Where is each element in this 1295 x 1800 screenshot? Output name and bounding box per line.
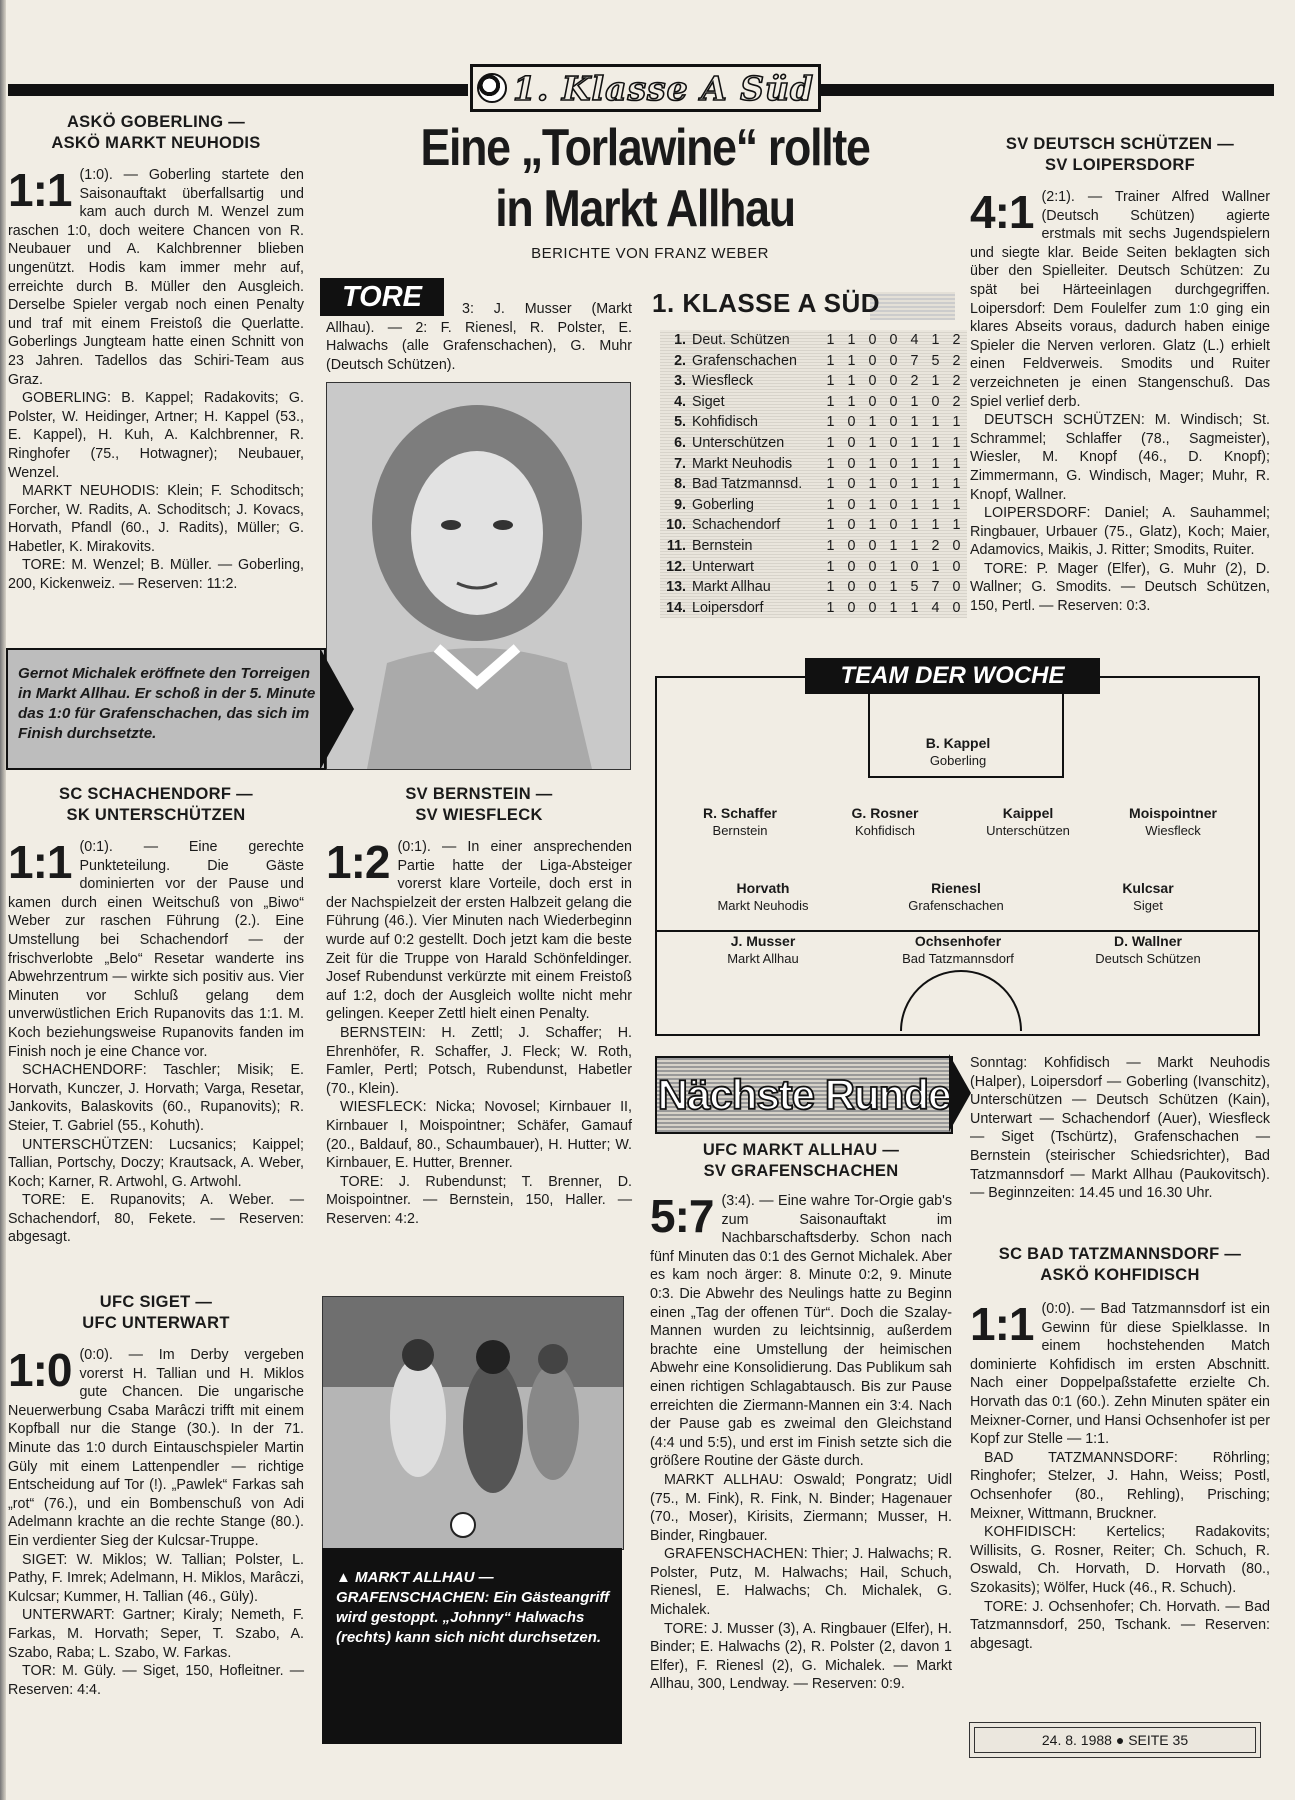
stat-cell: 1 <box>910 517 919 534</box>
stat-cell: 1 <box>889 558 898 575</box>
stat-cell: 0 <box>889 476 898 493</box>
score: 1:1 <box>8 836 72 888</box>
stat-cell: 1 <box>826 393 835 410</box>
rank-cell: 1. <box>674 332 686 348</box>
goals-box <box>326 300 632 374</box>
stat-cell: 1 <box>910 393 919 410</box>
stat-cell: 5 <box>931 352 940 369</box>
score: 1:1 <box>8 164 72 216</box>
rank-cell: 13. <box>666 579 686 596</box>
stat-cell: 1 <box>931 517 940 534</box>
stat-cell: 1 <box>826 599 835 616</box>
stat-cell: 1 <box>910 414 919 431</box>
stat-cell: 1 <box>931 414 940 431</box>
section-header-text: 1. Klasse A Süd <box>512 68 815 108</box>
stat-cell: 1 <box>952 434 961 451</box>
stat-cell: 0 <box>889 352 898 369</box>
stat-cell: 0 <box>889 393 898 410</box>
byline: BERICHTE VON FRANZ WEBER <box>531 245 769 262</box>
stat-cell: 0 <box>952 579 961 596</box>
stat-cell: 0 <box>847 558 856 575</box>
stat-cell: 1 <box>868 476 877 493</box>
header-rule-left <box>8 84 468 96</box>
standings-row <box>660 577 967 598</box>
stat-cell: 2 <box>952 352 961 369</box>
player-slot: Rienesl Grafenschachen <box>908 880 1004 913</box>
rank-cell: 4. <box>674 393 686 410</box>
lineup-away: UNTERWART: Gartner; Kiraly; Nemeth, F. Farkas, M. Horvath; Seper, T. Szabo, A. Szabo, Raba; L. Szabo, W. Farkas. <box>8 1607 304 1661</box>
article-body: (0:0). — Im Derby vergeben vorerst H. Tallian und H. Miklos gute Chancen. Die ungarische Neuerwerbung Csaba Marâczi trifft mit einem Kopfball nur die Stange (30.). In der 71. Minute das 1:0 durch Eintauschspieler Martin Güly mit einem Lattenpendler — richtige Entscheidung auf Tor (!). „Pawlek“ Farkas sah „rot“ (76.), und ein Bombenschuß von Adi Adelmann krachte an die rechte Stange (80.). Ein verdienter Sieg der Kulcsar-Truppe. <box>8 1347 304 1549</box>
stat-cell: 1 <box>889 599 898 616</box>
article-body: (2:1). — Trainer Alfred Wallner (Deutsch Schützen) agierte erstmals mit sechs Jugendspielern und siegte klar. Beide Seiten beklagten sich über den Spielleiter. Deutsch Schützen: Zu spät bei Härteeinlagen durchgegriffen. Loipersdorf: Dem Foulelfer zum 1:0 ging ein klares Abseits voraus, dadurch haben einige Spieler die Nerven verloren. Glatz (L.) erhielt einen Feldverweis. Smodits und Ruiter verzeichneten je einen Stangenschuß. Das Spiel verlief derb. <box>970 189 1270 410</box>
stat-cell: 1 <box>952 455 961 472</box>
stat-cell: 1 <box>868 434 877 451</box>
standings-row <box>660 474 967 495</box>
halfway-line <box>655 930 1260 932</box>
article-title: UFC MARKT ALLHAU — SV GRAFENSCHACHEN <box>702 1141 900 1180</box>
stat-cell: 0 <box>952 599 961 616</box>
rank-cell: 9. <box>674 496 686 513</box>
stat-cell: 1 <box>910 455 919 472</box>
standings-row <box>660 495 967 516</box>
standings-row <box>660 412 967 433</box>
score: 1:1 <box>970 1298 1034 1350</box>
player-slot: Kulcsar Siget <box>1122 880 1174 913</box>
stat-cell: 0 <box>847 517 856 534</box>
stat-cell: 0 <box>868 373 877 390</box>
lineup-home: SIGET: W. Miklos; W. Tallian; Polster, L. Pathy, F. Imrek; Adelmann, H. Miklos, Marâczi, Kulcsar; Kummer, H. Tallian (46., Güly). <box>8 1551 304 1605</box>
goals: TORE: J. Musser (3), A. Ringbauer (Elfer), H. Binder; E. Halwachs (2), R. Polster (2, davon 1 Elfer), F. Rienesl (2), G. Michalek. — Markt Allhau, 300, Lendway. — Reserven: 0:9. <box>650 1620 952 1693</box>
goals: TORE: J. Rubendunst; T. Brenner, D. Moispointner. — Bernstein, 150, Haller. — Reserven: 4:2. <box>326 1173 632 1227</box>
rank-cell: 3. <box>674 373 686 390</box>
team-cell: Markt Neuhodis <box>692 455 793 472</box>
caption-arrow-icon <box>320 648 354 770</box>
article-title: SC SCHACHENDORF — SK UNTERSCHÜTZEN <box>59 785 253 824</box>
article-bernstein <box>326 784 632 1228</box>
stat-cell: 0 <box>868 537 877 554</box>
stat-cell: 1 <box>826 476 835 493</box>
stat-cell: 0 <box>889 496 898 513</box>
next-round-text: Sonntag: Kohfidisch — Markt Neuhodis (Halper), Loipersdorf — Goberling (Ivanschitz), Unterschützen — Deutsch Schützen (Kain), Unterwart — Schachendorf (Auer), Wiesfleck — Siget (Tschürtz), Grafenschachen — Bernstein (steirischer Schiedsrichter), Bad Tatzmannsdorf — Markt Allhau (Paukovitsch). — Beginnzeiten: 14.45 und 16.30 Uhr. <box>970 1055 1270 1202</box>
page-footer <box>969 1722 1261 1758</box>
standings-row <box>660 454 967 475</box>
stat-cell: 1 <box>889 579 898 596</box>
article-tatzmannsdorf <box>970 1244 1270 1653</box>
goals: TORE: E. Rupanovits; A. Weber. — Schachendorf, 80, Fekete. — Reserven: abgesagt. <box>8 1192 304 1246</box>
action-caption: ▲ MARKT ALLHAU — GRAFENSCHACHEN: Ein Gästeangriff wird gestoppt. „Johnny“ Halwachs (rechts) kann sich nicht durchsetzen. <box>336 1569 610 1646</box>
standings-row <box>660 351 967 372</box>
stat-cell: 1 <box>931 332 940 348</box>
article-title: SC BAD TATZMANNSDORF — ASKÖ KOHFIDISCH <box>998 1245 1242 1284</box>
stat-cell: 0 <box>952 558 961 575</box>
stat-cell: 1 <box>826 496 835 513</box>
rank-cell: 8. <box>674 476 686 493</box>
stat-cell: 1 <box>826 373 835 390</box>
lineup-home: BERNSTEIN: H. Zettl; J. Schaffer; H. Ehrenhöfer, R. Schaffer, J. Fleck; W. Roth, Famler, Pertl; Potsch, Rubendunst, Habetler (70., Klein). <box>326 1024 632 1097</box>
date-page-number: 24. 8. 1988 ● SEITE 35 <box>974 1727 1256 1753</box>
stat-cell: 0 <box>847 455 856 472</box>
stat-cell: 5 <box>910 579 919 596</box>
standings-table <box>660 330 967 618</box>
rank-cell: 12. <box>666 558 686 575</box>
rank-cell: 7. <box>674 455 686 472</box>
stat-cell: 1 <box>826 579 835 596</box>
section-header <box>470 64 821 112</box>
stat-cell: 2 <box>952 332 961 348</box>
stat-cell: 1 <box>868 496 877 513</box>
photo-caption: Gernot Michalek eröffnete den Torreigen in Markt Allhau. Er schoß in der 5. Minute das 1:0 für Grafenschachen, das sich im Finish durchsetzte. <box>18 665 316 742</box>
stat-cell: 0 <box>847 579 856 596</box>
goals: TORE: M. Wenzel; B. Müller. — Goberling, 200, Kickenweiz. — Reserven: 11:2. <box>8 557 304 593</box>
stat-cell: 0 <box>889 455 898 472</box>
stat-cell: 4 <box>910 332 919 348</box>
article-title: SV DEUTSCH SCHÜTZEN — SV LOIPERSDORF <box>1005 135 1235 174</box>
goals: TORE: J. Ochsenhofer; Ch. Horvath. — Bad Tatzmannsdorf, 250, Tschank. — Reserven: abgesagt. <box>970 1598 1270 1652</box>
article-title: ASKÖ GOBERLING — ASKÖ MARKT NEUHODIS <box>51 113 261 152</box>
player-slot: Horvath Markt Neuhodis <box>717 880 809 913</box>
stat-cell: 1 <box>952 496 961 513</box>
goals-label: TORE <box>320 278 444 316</box>
stat-cell: 0 <box>868 332 877 348</box>
stat-cell: 7 <box>910 352 919 369</box>
stat-cell: 0 <box>847 414 856 431</box>
stat-cell: 1 <box>931 496 940 513</box>
standings-row <box>660 392 967 413</box>
goals: TOR: M. Güly. — Siget, 150, Hofleitner. — Reserven: 4:4. <box>8 1663 304 1698</box>
lineup-away: MARKT NEUHODIS: Klein; F. Schoditsch; Forcher, W. Radits, A. Schoditsch; J. Kovacs, Horvath, Pfandl (60., J. Radits), Müller; G. Habetler, K. Mirakovits. <box>8 483 304 555</box>
score: 5:7 <box>650 1190 714 1242</box>
headline-line-1: Eine „Torlawine“ rollte <box>420 119 870 177</box>
stat-cell: 1 <box>826 558 835 575</box>
stat-cell: 0 <box>889 332 898 348</box>
stat-cell: 1 <box>868 455 877 472</box>
stat-cell: 0 <box>889 414 898 431</box>
score: 1:0 <box>8 1344 72 1396</box>
standings-row <box>660 598 967 619</box>
player-slot: Ochsenhofer Bad Tatzmannsdorf <box>902 933 1014 966</box>
goals: TORE: P. Mager (Elfer), G. Muhr (2), D. Wallner; G. Smodits. — Deutsch Schützen, 150, Pertl. — Reserven: 0:3. <box>970 560 1270 615</box>
next-round-fixtures <box>970 1054 1270 1203</box>
standings-row <box>660 536 967 557</box>
stat-cell: 4 <box>931 599 940 616</box>
stat-cell: 2 <box>952 373 961 390</box>
stat-cell: 1 <box>931 476 940 493</box>
stat-cell: 1 <box>826 414 835 431</box>
lineup-away: WIESFLECK: Nicka; Novosel; Kirnbauer II, Kirnbauer I, Moispointner; Schäfer, Gamauf (20., Baldauf, 80., Schaumbauer), H. Hutter; W. Kirnbauer, E. Hutter, Brenner. <box>326 1099 632 1172</box>
stat-cell: 0 <box>847 496 856 513</box>
team-cell: Schachendorf <box>692 517 781 534</box>
football-icon <box>477 73 507 103</box>
goals-scorers: 3: J. Musser (Markt Allhau). — 2: F. Rienesl, R. Polster, E. Halwachs (alle Grafenschachen), G. Muhr (Deutsch Schützen). <box>326 301 632 373</box>
team-cell: Siget <box>692 393 725 410</box>
article-title: SV BERNSTEIN — SV WIESFLECK <box>405 785 553 824</box>
headline-line-2: in Markt Allhau <box>495 180 795 238</box>
player-slot: Moispointner Wiesfleck <box>1129 805 1217 838</box>
player-slot: J. Musser Markt Allhau <box>727 933 799 966</box>
stat-cell: 1 <box>910 434 919 451</box>
article-body: (1:0). — Goberling startete den Saisonauftakt überfallsartig und kam auch durch M. Wenzel zum raschen 1:0, doch weitere Chancen von R. Neubauer und A. Kalchbrenner blieben ungenützt. Hodis kam immer mehr auf, erreichte durch B. Müller den Ausgleich. Derselbe Spieler vergab noch einen Penalty und traf mit einem Freistoß die Querlatte. Goberlings Jungteam hatte einen Schnitt von 23 Jahren. Tadellos das Schiri-Team aus Graz. <box>8 167 304 388</box>
header-rule-right <box>818 84 1274 96</box>
stat-cell: 0 <box>847 434 856 451</box>
rank-cell: 11. <box>666 537 686 554</box>
standings-row <box>660 557 967 578</box>
team-cell: Markt Allhau <box>692 579 771 596</box>
stat-cell: 0 <box>847 537 856 554</box>
stat-cell: 1 <box>847 373 856 390</box>
article-body: (0:0). — Bad Tatzmannsdorf ist ein Gewinn für diese Spielklasse. In einem hochstehenden Match dominierte Kohfidisch im ersten Abschnitt. Nach einer Doppelpaßstafette erzielte Ch. Horvath das 0:1 (60.). Zehn Minuten später ein Meixner-Corner, und Hansi Ochsenhofer ist per Kopf zur Stelle — 1:1. <box>970 1301 1270 1448</box>
article-schachendorf <box>8 784 304 1247</box>
stat-cell: 0 <box>952 537 961 554</box>
stat-cell: 0 <box>889 517 898 534</box>
stat-cell: 1 <box>826 455 835 472</box>
lineup-home: DEUTSCH SCHÜTZEN: M. Windisch; St. Schrammel; Schlaffer (78., Sagmeister), Wiesler, M. Knopf (46., D. Knopf); Zimmermann, G. Windisch, Mager; Muhr, R. Knopf, Wallner. <box>970 412 1270 503</box>
score: 1:2 <box>326 836 390 888</box>
article-title: UFC SIGET — UFC UNTERWART <box>82 1293 230 1332</box>
rank-cell: 14. <box>666 599 686 616</box>
stat-cell: 1 <box>868 517 877 534</box>
stat-cell: 0 <box>889 373 898 390</box>
stat-cell: 1 <box>952 476 961 493</box>
stat-cell: 1 <box>826 434 835 451</box>
team-cell: Grafenschachen <box>692 352 797 369</box>
player-slot: D. Wallner Deutsch Schützen <box>1095 933 1201 966</box>
rank-cell: 2. <box>674 352 686 369</box>
team-of-week-title: TEAM DER WOCHE <box>805 658 1100 694</box>
stat-cell: 0 <box>868 558 877 575</box>
stat-cell: 1 <box>847 332 856 348</box>
stat-cell: 1 <box>952 414 961 431</box>
lineup-home: SCHACHENDORF: Taschler; Misik; E. Horvath, Kunczer, J. Horvath; Varga, Resetar, Jankovits, Balaskovits (60., Rupanovits); R. Steier, T. Gabriel (55., Kohuth). <box>8 1062 304 1134</box>
stat-cell: 1 <box>910 537 919 554</box>
stat-cell: 2 <box>952 393 961 410</box>
stat-cell: 0 <box>868 579 877 596</box>
stat-cell: 7 <box>931 579 940 596</box>
article-deutschschuetzen <box>970 134 1270 616</box>
action-illustration <box>323 1297 623 1549</box>
article-goberling <box>8 112 304 594</box>
stat-cell: 1 <box>847 393 856 410</box>
stat-cell: 1 <box>826 537 835 554</box>
score: 4:1 <box>970 186 1034 238</box>
stat-cell: 1 <box>931 434 940 451</box>
standings-row <box>660 330 967 351</box>
stat-cell: 1 <box>847 352 856 369</box>
team-cell: Bad Tatzmannsd. <box>692 476 803 493</box>
stat-cell: 1 <box>826 517 835 534</box>
player-slot: Kaippel Unterschützen <box>986 805 1070 838</box>
lineup-away: GRAFENSCHACHEN: Thier; J. Halwachs; R. Polster, Putz, M. Halwachs; Hail, Schuch, Rienesl, E. Halwachs; Ch. Michalek, G. Michalek. <box>650 1546 952 1619</box>
stat-cell: 1 <box>910 599 919 616</box>
stat-cell: 0 <box>847 476 856 493</box>
lineup-home: GOBERLING: B. Kappel; Radakovits; G. Polster, W. Heidinger, Artner; H. Kappel (53., E. Kappel), H. Kuh, A. Kalchbrenner, R. Ringhofer (75., Hotwagner); Neubauer, Wenzel. <box>8 390 304 481</box>
stat-cell: 1 <box>868 414 877 431</box>
stat-cell: 0 <box>847 599 856 616</box>
stat-cell: 1 <box>826 332 835 348</box>
player-slot: B. Kappel Goberling <box>925 735 991 768</box>
team-cell: Wiesfleck <box>692 373 754 390</box>
team-cell: Goberling <box>692 496 754 513</box>
rank-cell: 5. <box>674 414 686 431</box>
article-body: (3:4). — Eine wahre Tor-Orgie gab's zum Saisonauftakt im Nachbarschaftsderby. Schon nach fünf Minuten das 0:1 des Gernot Michalek. Aber es kam noch ärger: 8. Minute 0:2, 9. Minute 0:3. Die Abwehr des Neulings hatte zu Beginn einen „Tag der offenen Tür“. Doch die Szalay-Mannen wurden zu leichtsinnig, außerdem brachte eine Umstellung der heimischen Abwehr eine Konsolidierung. Das Publikum sah einen richtigen Schlagabtausch. Bis zur Pause erreichten die Ziermann-Mannen ein 3:4. Nach der Pause gab es zweimal den Gleichstand (4:4 und 5:5), und erst im Finish setzte sich die größere Routine der Gäste durch. <box>650 1193 952 1470</box>
standings-row <box>660 515 967 536</box>
page-edge-shadow <box>0 0 6 1800</box>
stat-cell: 0 <box>910 558 919 575</box>
article-siget <box>8 1292 304 1699</box>
portrait-illustration <box>327 383 630 769</box>
photo-caption-box <box>6 648 326 770</box>
team-cell: Unterwart <box>692 558 754 575</box>
stat-cell: 0 <box>868 599 877 616</box>
portrait-photo <box>326 382 631 770</box>
lineup-home: MARKT ALLHAU: Oswald; Pongratz; Uidl (75., M. Fink), R. Fink, N. Binder; Hagenauer (70., Moser), Kirisits, Ziermann; Musser, H. Binder, Ringbauer. <box>650 1471 952 1544</box>
rank-cell: 10. <box>666 517 686 534</box>
stat-cell: 2 <box>931 537 940 554</box>
player-slot: R. Schaffer Bernstein <box>703 805 777 838</box>
article-body: (0:1). — In einer ansprechenden Partie hatte der Liga-Absteiger vorerst klare Vorteile, doch erst in der Nachspielzeit der ersten Halbzeit gelang die Führung (46.). Vier Minuten nach Wiederbeginn wurde auf 0:2 gestellt. Doch jetzt kam die beste Zeit für die Truppe von Harald Schönfeldinger. Josef Rubendunst verkürzte mit einem Freistoß auf 1:2, doch der Ausgleich wollte nicht mehr gelingen. Keeper Zettl hielt einen Penalty. <box>326 839 632 1023</box>
stat-cell: 1 <box>910 496 919 513</box>
standings-title: 1. KLASSE A SÜD <box>652 288 881 318</box>
next-round-arrow-icon <box>949 1054 971 1132</box>
action-photo <box>322 1296 624 1550</box>
article-allhau <box>650 1140 952 1694</box>
team-cell: Kohfidisch <box>692 414 758 431</box>
lineup-away: UNTERSCHÜTZEN: Lucsanics; Kaippel; Tallian, Portschy, Doczy; Krautsack, A. Weber, Koch; Karner, R. Artwohl, G. Artwohl. <box>8 1136 304 1190</box>
team-cell: Unterschützen <box>692 434 785 451</box>
team-cell: Deut. Schützen <box>692 332 790 348</box>
stat-cell: 0 <box>868 352 877 369</box>
standings-row <box>660 371 967 392</box>
lineup-away: KOHFIDISCH: Kertelics; Radakovits; Willisits, G. Rosner, Reiter; Ch. Schuch, R. Oswald, Ch. Horvath, D. Horvath (80., Szokasits); Wölfer, Huck (46., R. Schuch). <box>970 1524 1270 1596</box>
stat-cell: 2 <box>910 373 919 390</box>
team-cell: Loipersdorf <box>692 599 764 616</box>
standings-row <box>660 433 967 454</box>
stat-cell: 1 <box>826 352 835 369</box>
action-caption-box <box>322 1548 622 1744</box>
headline <box>400 118 890 240</box>
rank-cell: 6. <box>674 434 686 451</box>
lineup-away: LOIPERSDORF: Daniel; A. Sauhammel; Ringbauer, Urbauer (75., Glatz), Koch; Maier, Adamovics, Maikis, J. Ritter; Smodits, Ruiter. <box>970 505 1270 559</box>
lineup-home: BAD TATZMANNSDORF: Röhrling; Ringhofer; Stelzer, J. Hahn, Weiss; Postl, Ochsenhofer (80., Rehling), Prisching; Meixner, Wittmann, Bruckner. <box>970 1449 1270 1522</box>
stat-cell: 0 <box>889 434 898 451</box>
stat-cell: 0 <box>868 393 877 410</box>
team-cell: Bernstein <box>692 537 753 554</box>
stat-cell: 1 <box>889 537 898 554</box>
table-title-shading <box>870 292 955 320</box>
player-slot: G. Rosner Kohfidisch <box>851 805 919 838</box>
stat-cell: 0 <box>931 393 940 410</box>
article-body: (0:1). — Eine gerechte Punkteteilung. Die Gäste dominierten vor der Pause und kamen durch einen Weitschuß von „Biwo“ Weber zur raschen Führung (2.). Eine Umstellung bei Schachendorf — der frischverlobte „Belo“ Resetar wanderte ins Abwehrzentrum — wirkte sich positiv aus. Vier Minuten vor Schluß gelang dem unverwüstlichen Erich Rupanovits das 1:1. M. Koch beziehungsweise Rupanovits fanden im Finish noch je eine Chance vor. <box>8 839 304 1060</box>
stat-cell: 1 <box>910 476 919 493</box>
stat-cell: 1 <box>931 455 940 472</box>
stat-cell: 1 <box>952 517 961 534</box>
stat-cell: 1 <box>931 558 940 575</box>
next-round-banner: Nächste Runde <box>655 1056 953 1134</box>
stat-cell: 1 <box>931 373 940 390</box>
